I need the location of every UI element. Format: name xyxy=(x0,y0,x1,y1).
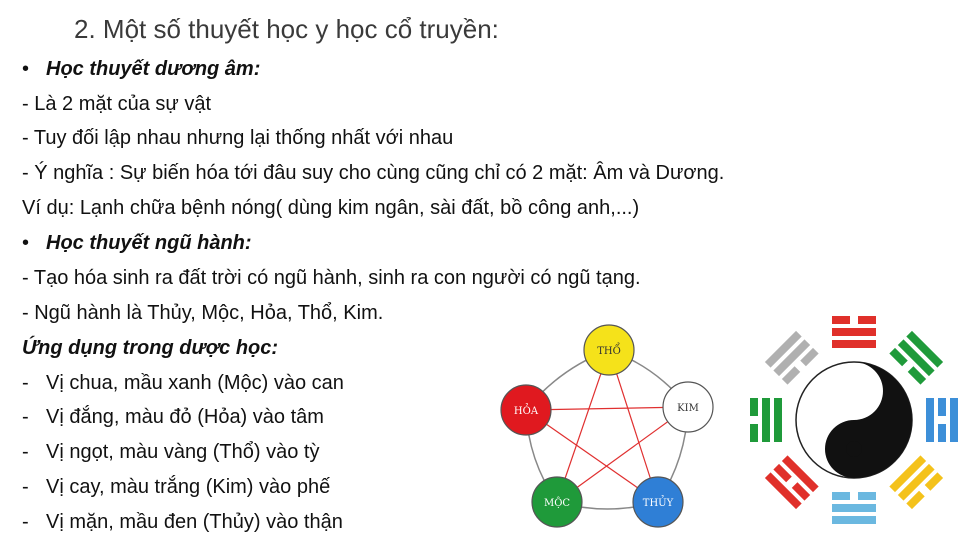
trigram xyxy=(765,331,819,385)
yinyang-heading-line xyxy=(22,58,260,81)
dash: - xyxy=(22,406,29,428)
dash: - xyxy=(22,511,29,533)
element-label-thuy: THỦY xyxy=(642,498,674,509)
yinyang-line: - Ý nghĩa : Sự biến hóa tới đâu suy cho cùng cũng chỉ có 2 mặt: Âm và Dương. xyxy=(22,162,725,184)
application-text: Vị đắng, màu đỏ (Hỏa) vào tâm xyxy=(46,406,324,428)
wuxing-heading-line xyxy=(22,232,252,255)
yinyang-heading: Học thuyết dương âm: xyxy=(46,58,261,80)
trigram xyxy=(832,492,876,524)
slide-title: 2. Một số thuyết học y học cổ truyền: xyxy=(74,14,499,44)
five-elements-diagram xyxy=(497,322,719,540)
element-label-kim: KIM xyxy=(677,403,699,414)
application-text: Vị mặn, mầu đen (Thủy) vào thận xyxy=(46,511,343,533)
bullet: • xyxy=(22,58,30,80)
wuxing-heading: Học thuyết ngũ hành: xyxy=(46,232,252,254)
application-item xyxy=(22,372,344,395)
trigram xyxy=(926,398,958,442)
dash: - xyxy=(22,441,29,463)
yin-yang-icon xyxy=(796,362,912,478)
trigram xyxy=(750,398,782,442)
yinyang-example: Ví dụ: Lạnh chữa bệnh nóng( dùng kim ngân, sài đất, bồ công anh,...) xyxy=(22,197,640,219)
dash: - xyxy=(22,476,29,498)
application-item xyxy=(22,476,330,499)
trigram xyxy=(889,455,943,509)
application-item xyxy=(22,406,324,429)
trigram xyxy=(765,455,819,509)
application-text: Vị chua, mầu xanh (Mộc) vào can xyxy=(46,372,344,394)
element-label-moc: MỘC xyxy=(543,498,571,509)
dash: - xyxy=(22,372,29,394)
bullet: • xyxy=(22,232,30,254)
application-item xyxy=(22,511,343,534)
yinyang-line: - Là 2 mặt của sự vật xyxy=(22,93,212,115)
application-heading: Ứng dụng trong dược học: xyxy=(22,337,279,359)
application-text: Vị ngọt, màu vàng (Thổ) vào tỳ xyxy=(46,441,320,463)
wuxing-line: - Ngũ hành là Thủy, Mộc, Hỏa, Thổ, Kim. xyxy=(22,302,384,324)
application-text: Vị cay, màu trắng (Kim) vào phế xyxy=(46,476,331,498)
element-label-hoa: HỎA xyxy=(513,406,539,417)
bagua-yin-yang-image xyxy=(748,300,960,540)
trigram xyxy=(832,316,876,348)
element-label-tho: THỔ xyxy=(597,346,621,357)
yinyang-line: - Tuy đối lập nhau nhưng lại thống nhất với nhau xyxy=(22,127,454,149)
wuxing-line: - Tạo hóa sinh ra đất trời có ngũ hành, sinh ra con người có ngũ tạng. xyxy=(22,267,641,289)
application-item xyxy=(22,441,319,464)
trigram xyxy=(889,331,943,385)
